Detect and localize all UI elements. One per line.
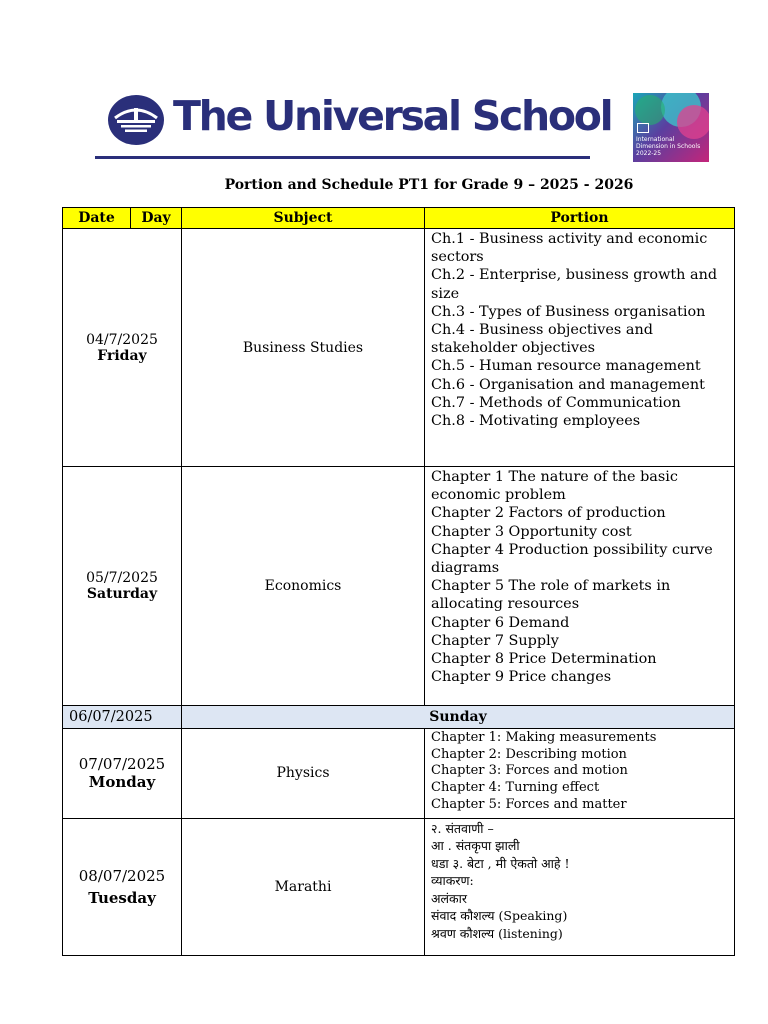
portion-item: Ch.4 - Business objectives and stakeholder objectives [431,322,653,357]
british-council-mark-icon [637,123,649,133]
row-subject: Physics [182,729,425,819]
portion-item: Ch.8 - Motivating employees [431,413,641,430]
row-date: 06/07/2025 [63,706,182,729]
row-day: Monday [88,773,156,792]
row-date: 04/7/2025 [86,331,158,348]
row-day: Sunday [182,706,735,729]
row-subject: Business Studies [182,229,425,467]
portion-item: Ch.3 - Types of Business organisation [431,303,706,320]
date-day-cell [63,467,182,706]
portion-item: Chapter 7 Supply [431,632,559,649]
portion-item: Chapter 1: Making measurements [431,730,657,745]
header-day: Day [131,208,182,229]
portion-item: Chapter 1 The nature of the basic economic problem [431,469,678,504]
table-row [63,729,735,819]
portion-item: श्रवण कौशल्य (listening) [431,925,563,941]
portion-item: Ch.6 - Organisation and management [431,376,705,393]
portion-cell [425,467,735,706]
table-row-holiday [63,706,735,729]
schedule-table [62,207,735,956]
row-day: Friday [97,347,147,364]
portion-item: Chapter 6 Demand [431,614,570,631]
portion-item: Chapter 3: Forces and motion [431,763,628,779]
badge-text: International Dimension in Schools 2022-25 [636,136,701,157]
portion-item: Ch.5 - Human resource management [431,358,701,375]
row-subject: Marathi [182,818,425,955]
portion-item: २. संतवाणी – [431,820,494,836]
portion-item: Chapter 2 Factors of production [431,505,666,522]
date-day-cell [63,229,182,467]
international-dimension-badge [633,93,709,162]
school-logo-icon [107,94,165,146]
portion-item: Ch.2 - Enterprise, business growth and size [431,267,718,302]
portion-item: धडा ३. बेटा , मी ऐकतो आहे ! [431,855,570,871]
row-date: 05/7/2025 [86,570,158,586]
date-day-cell [63,729,182,819]
portion-item: अलंकार [431,890,467,906]
table-row [63,818,735,955]
portion-item: Chapter 4: Turning effect [431,780,600,796]
header-portion: Portion [425,208,735,229]
table-header-row [63,208,735,229]
portion-item: Chapter 4 Production possibility curve diagrams [431,541,713,577]
portion-cell [425,818,735,955]
portion-cell [425,229,735,467]
header-date: Date [63,208,131,229]
portion-item: Chapter 3 Opportunity cost [431,523,632,540]
row-date: 08/07/2025 [78,866,166,885]
school-name: The Universal School [173,92,612,140]
portion-item: Chapter 5 The role of markets in allocating resources [431,578,671,613]
table-row [63,229,735,467]
portion-item: Chapter 9 Price changes [431,669,612,686]
header-subject: Subject [182,208,425,229]
portion-item: Ch.7 - Methods of Communication [431,394,681,411]
portion-cell [425,729,735,819]
date-day-cell [63,818,182,955]
portion-item: Chapter 2: Describing motion [431,746,627,762]
header-divider [95,156,590,159]
portion-item: संवाद कौशल्य (Speaking) [431,908,568,924]
school-header [95,90,612,162]
portion-item: Chapter 8 Price Determination [431,651,657,668]
portion-item: व्याकरण: [431,873,474,889]
portion-item: Chapter 5: Forces and matter [431,796,627,812]
document-title: Portion and Schedule PT1 for Grade 9 – 2025 - 2026 [224,177,634,193]
table-row [63,467,735,706]
portion-item: आ . संतकृपा झाली [431,838,520,854]
row-day: Tuesday [88,888,156,907]
row-date: 07/07/2025 [78,755,166,774]
row-day: Saturday [86,586,158,602]
portion-item: Ch.1 - Business activity and economic sectors [431,231,708,266]
row-subject: Economics [182,467,425,706]
